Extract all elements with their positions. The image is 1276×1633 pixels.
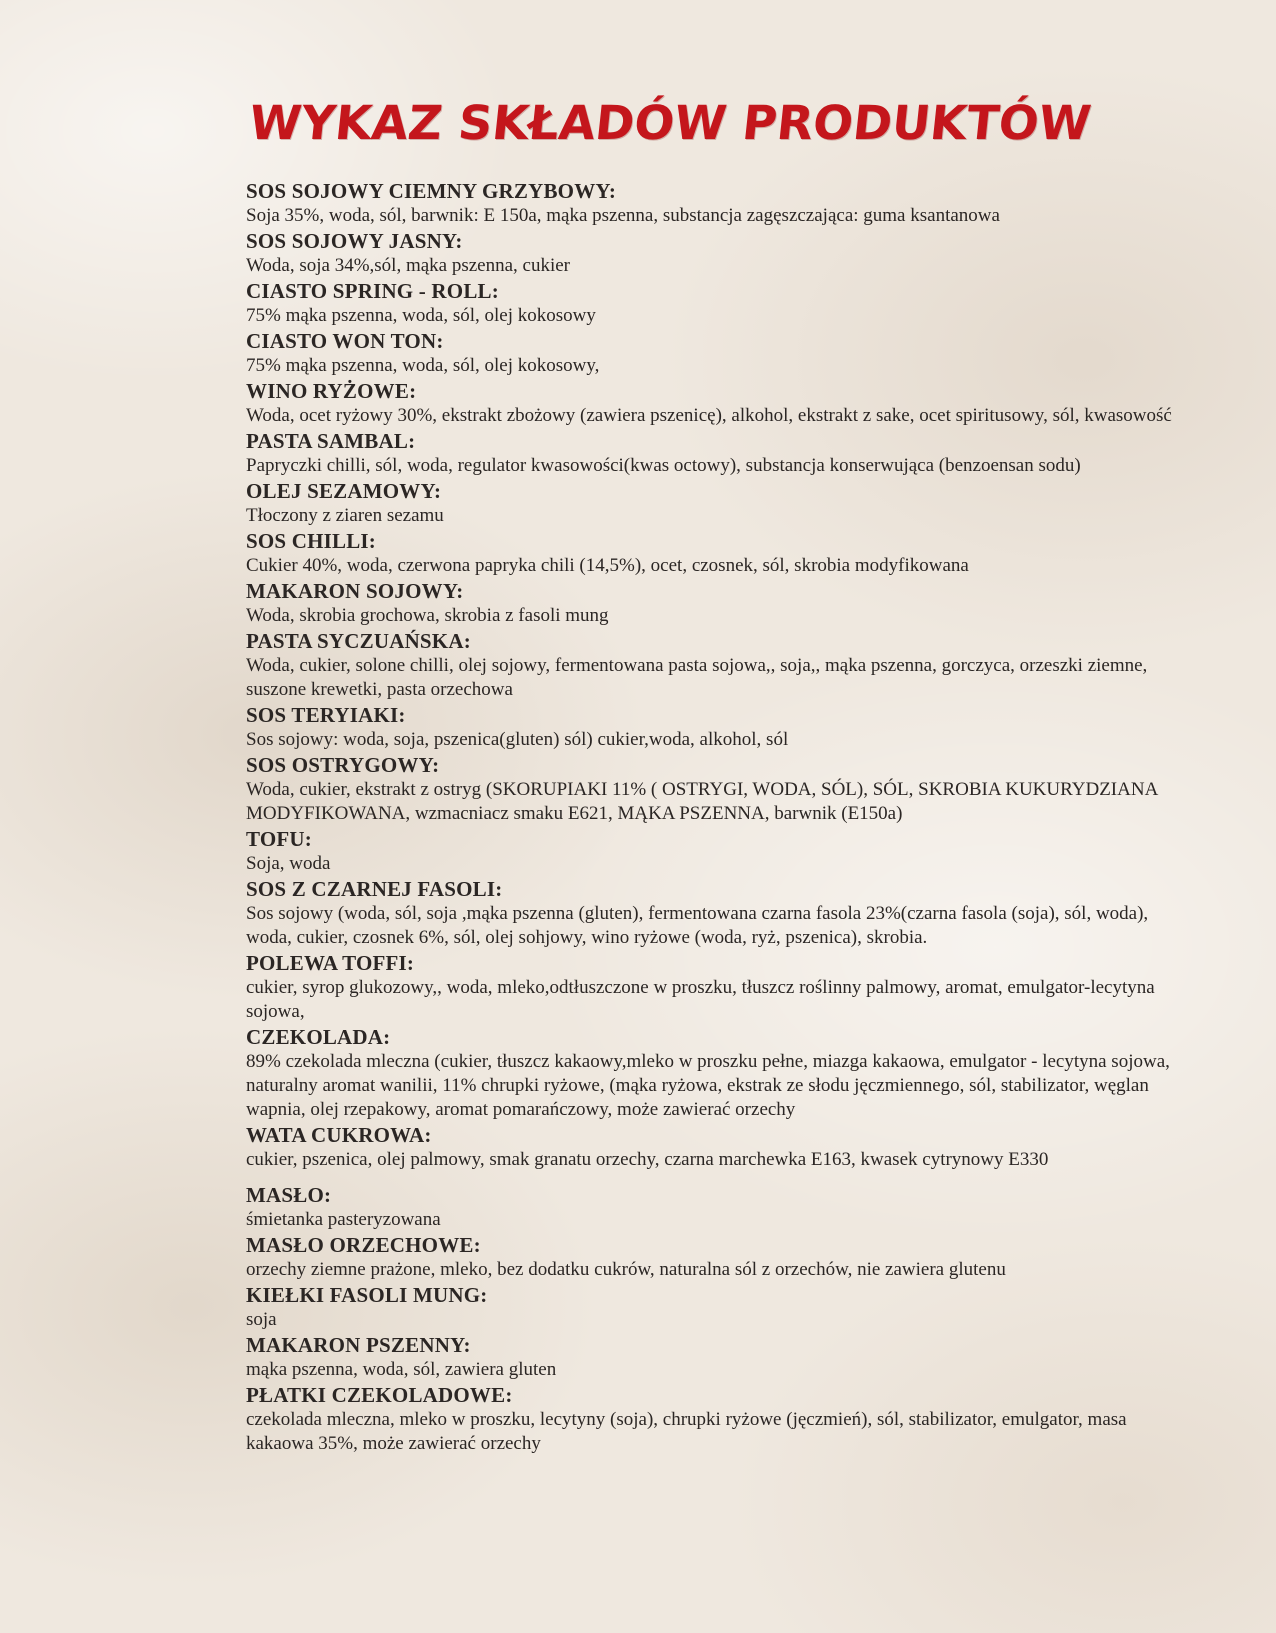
product-ingredients: Sos sojowy: woda, soja, pszenica(gluten) sól) cukier,woda, alkohol, sól (246, 729, 789, 750)
product-name: OLEJ SEZAMOWY: (246, 479, 442, 503)
product-ingredients: 75% mąka pszenna, woda, sól, olej kokosowy, (246, 355, 600, 376)
product-name: WATA CUKROWA: (246, 1123, 432, 1147)
product-name: MASŁO: (246, 1183, 332, 1207)
product-entry (246, 628, 1186, 702)
product-entry (246, 1232, 1186, 1282)
product-ingredients: Woda, skrobia grochowa, skrobia z fasoli mung (246, 605, 609, 626)
product-name: SOS Z CZARNEJ FASOLI: (246, 877, 503, 901)
product-name: MAKARON PSZENNY: (246, 1333, 471, 1357)
product-ingredients: śmietanka pasteryzowana (246, 1209, 441, 1230)
product-list (246, 178, 1186, 1456)
product-entry (246, 228, 1186, 278)
product-ingredients: Soja 35%, woda, sól, barwnik: E 150a, mąka pszenna, substancja zagęszczająca: guma ksantanowa (246, 205, 1000, 226)
product-name: SOS OSTRYGOWY: (246, 753, 440, 777)
product-ingredients: Woda, soja 34%,sól, mąka pszenna, cukier (246, 255, 571, 276)
product-name: SOS CHILLI: (246, 529, 376, 553)
product-name: MAKARON SOJOWY: (246, 579, 464, 603)
product-entry (246, 428, 1186, 478)
product-ingredients: cukier, pszenica, olej palmowy, smak granatu orzechy, czarna marchewka E163, kwasek cytrynowy E330 (246, 1149, 1049, 1170)
product-entry (246, 1182, 1186, 1232)
product-entry (246, 826, 1186, 876)
product-name: WINO RYŻOWE: (246, 379, 417, 403)
product-ingredients: Sos sojowy (woda, sól, soja ,mąka pszenna (gluten), fermentowana czarna fasola 23%(czarna fasola (soja), sól, woda), woda, cukier, czosnek 6%, sól, olej sohjowy, wino ryżowe (woda, ryż, pszenica), skrobia. (246, 903, 1149, 948)
product-entry (246, 528, 1186, 578)
product-ingredients: 89% czekolada mleczna (cukier, tłuszcz kakaowy,mleko w proszku pełne, miazga kakaowa, emulgator - lecytyna sojowa, naturalny aromat wanilii, 11% chrupki ryżowe, (mąka ryżowa, ekstrak ze słodu jęczmiennego, sól, stabilizator, węglan wapnia, olej rzepakowy, aromat pomarańczowy, może zawierać orzechy (246, 1051, 1170, 1120)
product-name: CIASTO SPRING - ROLL: (246, 279, 499, 303)
product-ingredients: Soja, woda (246, 853, 331, 874)
product-name: TOFU: (246, 827, 312, 851)
product-ingredients: Woda, cukier, ekstrakt z ostryg (SKORUPIAKI 11% ( OSTRYGI, WODA, SÓL), SÓL, SKROBIA KUKURYDZIANA MODYFIKOWANA, wzmacniacz smaku E621, MĄKA PSZENNA, barwnik (E150a) (246, 779, 1158, 824)
product-entry (246, 702, 1186, 752)
product-ingredients: orzechy ziemne prażone, mleko, bez dodatku cukrów, naturalna sól z orzechów, nie zawiera glutenu (246, 1259, 1006, 1280)
product-ingredients: Papryczki chilli, sól, woda, regulator kwasowości(kwas octowy), substancja konserwująca (benzoensan sodu) (246, 455, 1081, 476)
product-name: PASTA SAMBAL: (246, 429, 416, 453)
product-entry (246, 1122, 1186, 1172)
product-name: SOS SOJOWY JASNY: (246, 229, 463, 253)
product-entry (246, 1382, 1186, 1456)
product-ingredients: cukier, syrop glukozowy,, woda, mleko,odtłuszczone w proszku, tłuszcz roślinny palmowy, aromat, emulgator-lecytyna sojowa, (246, 977, 1155, 1022)
product-ingredients: Cukier 40%, woda, czerwona papryka chili (14,5%), ocet, czosnek, sól, skrobia modyfikowana (246, 555, 969, 576)
product-name: SOS SOJOWY CIEMNY GRZYBOWY: (246, 179, 617, 203)
product-ingredients: soja (246, 1309, 277, 1330)
product-entry (246, 752, 1186, 826)
product-ingredients: 75% mąka pszenna, woda, sól, olej kokosowy (246, 305, 596, 326)
product-ingredients: mąka pszenna, woda, sól, zawiera gluten (246, 1359, 557, 1380)
ingredients-sheet (246, 92, 1186, 1456)
product-name: MASŁO ORZECHOWE: (246, 1233, 481, 1257)
product-entry (246, 876, 1186, 950)
product-name: SOS TERYIAKI: (246, 703, 406, 727)
product-name: CIASTO WON TON: (246, 329, 444, 353)
product-ingredients: Woda, cukier, solone chilli, olej sojowy, fermentowana pasta sojowa,, soja,, mąka pszenna, gorczyca, orzeszki ziemne, suszone krewetki, pasta orzechowa (246, 655, 1148, 700)
product-name: PASTA SYCZUAŃSKA: (246, 629, 471, 653)
product-entry (246, 478, 1186, 528)
product-entry (246, 578, 1186, 628)
product-entry (246, 378, 1186, 428)
product-ingredients: czekolada mleczna, mleko w proszku, lecytyny (soja), chrupki ryżowe (jęczmień), sól, stabilizator, emulgator, masa kakaowa 35%, może zawierać orzechy (246, 1409, 1127, 1454)
product-entry (246, 328, 1186, 378)
product-name: POLEWA TOFFI: (246, 951, 415, 975)
product-ingredients: Woda, ocet ryżowy 30%, ekstrakt zbożowy (zawiera pszenicę), alkohol, ekstrakt z sake, ocet spiritusowy, sól, kwasowość (246, 405, 1172, 426)
product-entry (246, 278, 1186, 328)
product-entry (246, 1282, 1186, 1332)
product-entry (246, 178, 1186, 228)
product-entry (246, 1024, 1186, 1122)
product-entry (246, 1332, 1186, 1382)
product-entry (246, 950, 1186, 1024)
page-title: WYKAZ SKŁADÓW PRODUKTÓW (246, 96, 1094, 151)
product-name: CZEKOLADA: (246, 1025, 391, 1049)
product-name: KIEŁKI FASOLI MUNG: (246, 1283, 488, 1307)
product-ingredients: Tłoczony z ziaren sezamu (246, 505, 444, 526)
product-name: PŁATKI CZEKOLADOWE: (246, 1383, 513, 1407)
